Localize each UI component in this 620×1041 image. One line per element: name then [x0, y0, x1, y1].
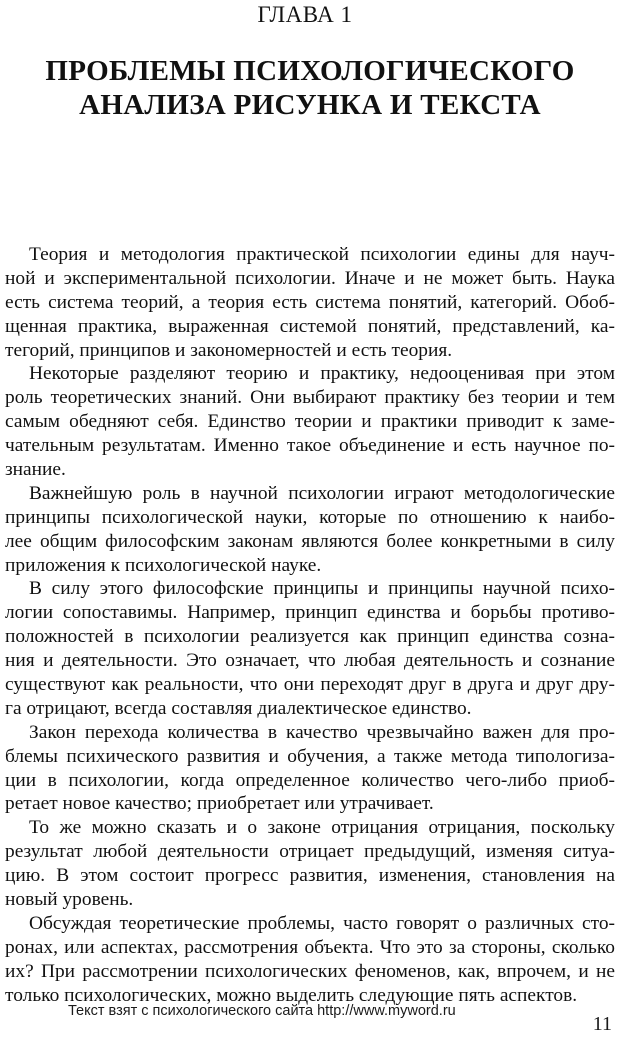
- text-line: тегорий, принципов и закономерностей и есть теория.: [5, 339, 453, 361]
- page-number: 11: [592, 1013, 612, 1035]
- text-line: знание.: [5, 459, 66, 481]
- text-line: результат любой деятельности отрицает предыдущий, изменяя ситуа-: [5, 841, 615, 863]
- chapter-title-line: АНАЛИЗА РИСУНКА И ТЕКСТА: [79, 89, 541, 121]
- text-line: роль теоретических знаний. Они выбирают практику без теории и тем: [5, 387, 615, 409]
- text-line: Важнейшую роль в научной психологии играют методологические: [29, 482, 615, 504]
- text-line: ния и деятельности. Это означает, что любая деятельность и сознание: [5, 650, 615, 672]
- text-line: лее общим философским законам являются более конкретными в силу: [5, 530, 615, 552]
- text-line: есть система теорий, а теория есть система понятий, категорий. Обоб-: [5, 291, 615, 313]
- text-line: новый уровень.: [5, 889, 134, 911]
- paragraph: [5, 362, 615, 481]
- text-line: В силу этого философские принципы и принципы научной психо-: [29, 578, 615, 600]
- text-line: Обсуждая теоретические проблемы, часто говорят о различных сто-: [29, 912, 615, 934]
- text-line: блемы психического развития и обучения, а также метода типологиза-: [5, 745, 615, 767]
- footer-note: Текст взят с психологического сайта http://www.myword.ru: [68, 1003, 456, 1019]
- paragraph: [5, 721, 615, 817]
- text-line: положностей в психологии реализуется как принцип единства созна-: [5, 626, 615, 648]
- paragraph: [5, 482, 615, 578]
- text-line: только психологических, можно выделить следующие пять аспектов.: [5, 984, 578, 1006]
- text-line: существуют как реальности, что они переходят друг в друга и друг дру-: [5, 674, 615, 696]
- text-line: их? При рассмотрении психологических феноменов, как, впрочем, и не: [5, 960, 615, 982]
- text-line: Некоторые разделяют теорию и практику, недооценивая при этом: [29, 363, 615, 385]
- text-line: приложения к психологической науке.: [5, 554, 322, 576]
- text-line: самым обедняют себя. Единство теории и практики приводит к заме-: [5, 411, 615, 433]
- text-line: Закон перехода количества в качество чрезвычайно важен для про-: [29, 721, 615, 743]
- paragraph: [5, 912, 615, 1008]
- text-line: чательным результатам. Именно такое объединение и есть научное по-: [5, 435, 615, 457]
- chapter-title-line: ПРОБЛЕМЫ ПСИХОЛОГИЧЕСКОГО: [45, 55, 575, 87]
- text-line: ции в психологии, когда определенное количество чего-либо приоб-: [5, 769, 615, 791]
- text-line: ной и экспериментальной психологии. Иначе и не может быть. Наука: [5, 267, 615, 289]
- text-line: га отрицают, всегда составляя диалектическое единство.: [5, 697, 472, 719]
- paragraph: [5, 577, 615, 720]
- text-line: ронах, или аспектах, рассмотрения объекта. Что это за стороны, сколько: [5, 936, 615, 958]
- paragraph: [5, 816, 615, 912]
- text-line: ретает новое качество; приобретает или утрачивает.: [5, 793, 434, 815]
- text-line: логии сопоставимы. Например, принцип единства и борьбы противо-: [5, 602, 615, 624]
- text-line: принципы психологической науки, которые по отношению к наибо-: [5, 506, 615, 528]
- body-text: [5, 243, 615, 1008]
- text-line: То же можно сказать и о законе отрицания отрицания, поскольку: [29, 817, 615, 839]
- chapter-title: [0, 54, 620, 122]
- paragraph: [5, 243, 615, 362]
- text-line: Теория и методология практической психологии едины для науч-: [29, 244, 615, 265]
- chapter-label: ГЛАВА 1: [257, 2, 353, 27]
- text-line: щенная практика, выраженная системой понятий, представлений, ка-: [5, 315, 615, 337]
- text-line: цию. В этом состоит прогресс развития, изменения, становления на: [5, 865, 615, 887]
